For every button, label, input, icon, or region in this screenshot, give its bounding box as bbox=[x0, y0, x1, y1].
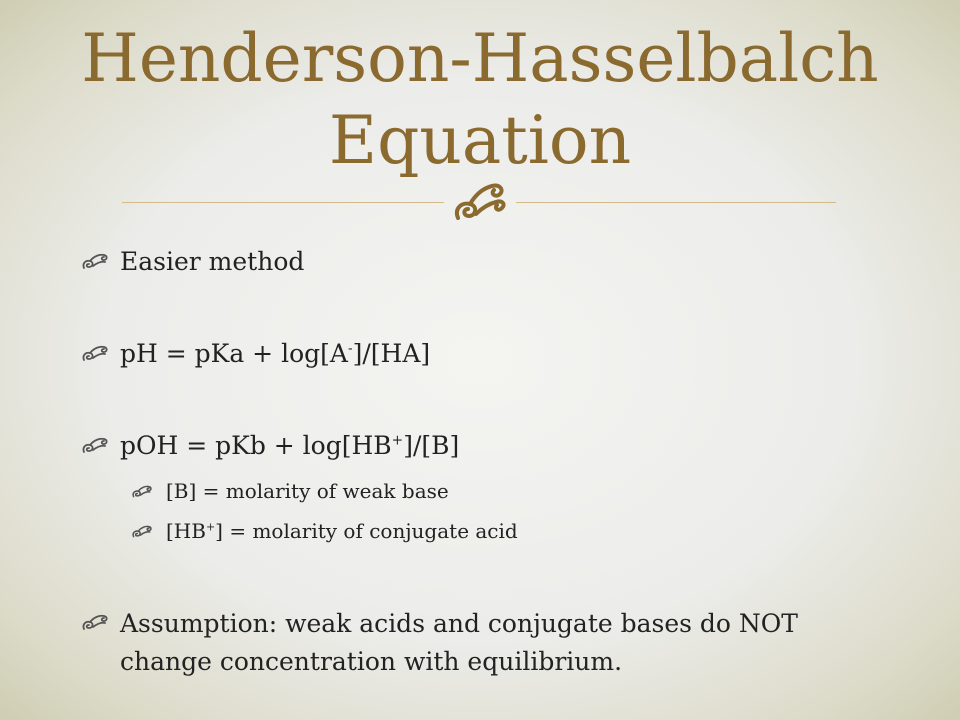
equation-ph bbox=[120, 336, 840, 372]
decorative-scroll-icon bbox=[132, 525, 152, 539]
equation-ph-part: ]/[HA] bbox=[352, 339, 431, 368]
decorative-scroll-icon bbox=[132, 485, 152, 499]
sub-bullet-part: ] = molarity of conjugate acid bbox=[215, 519, 518, 543]
bullet-text: Assumption: weak acids and conjugate bases do NOT change concentration with equilibrium. bbox=[120, 609, 798, 676]
decorative-scroll-icon bbox=[82, 614, 108, 632]
decorative-scroll-icon bbox=[82, 253, 108, 271]
equation-poh-part: ]/[B] bbox=[403, 431, 460, 460]
slide-title: Henderson-Hasselbalch Equation bbox=[81, 20, 879, 179]
superscript: - bbox=[347, 340, 353, 357]
decorative-scroll-icon bbox=[82, 345, 108, 363]
decorative-scroll-icon bbox=[82, 437, 108, 455]
equation-poh-part: pOH = pKb + log[HB bbox=[120, 431, 392, 460]
equation-poh bbox=[120, 428, 840, 464]
sub-bullet-part: [HB bbox=[166, 519, 206, 543]
sub-bullet-text: [B] = molarity of weak base bbox=[166, 479, 449, 503]
bullet-text: Easier method bbox=[120, 247, 305, 276]
equation-ph-part: pH = pKa + log[A bbox=[120, 339, 348, 368]
sub-bullet-text bbox=[166, 517, 518, 545]
superscript: + bbox=[205, 520, 216, 534]
superscript: + bbox=[391, 432, 404, 449]
